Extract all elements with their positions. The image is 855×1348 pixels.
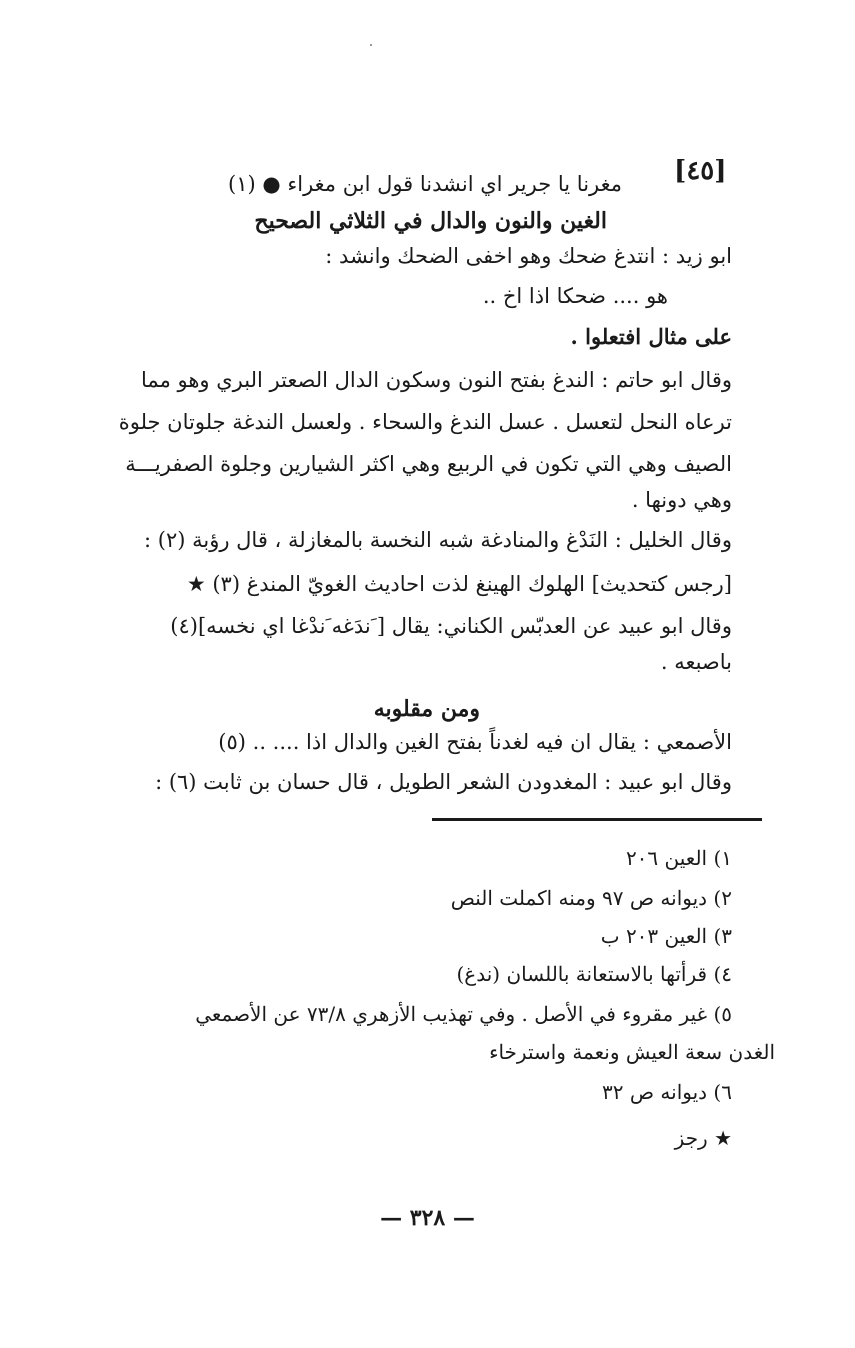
- scan-speck: [370, 44, 372, 46]
- footnote: ٥) غير مقروء في الأصل . وفي تهذيب الأزهري ٧٣/٨ عن الأصمعي: [195, 1002, 732, 1026]
- footnote: ٣) العين ٢٠٣ ب: [600, 924, 732, 948]
- text-line: وهي دونها .: [631, 488, 732, 512]
- footnote-separator: [432, 818, 762, 821]
- text-line: على مثال افتعلوا .: [570, 324, 732, 349]
- text-line: ابو زيد : انتدغ ضحك وهو اخفى الضحك وانشد :: [325, 244, 732, 268]
- verse-line: [رجس كتحديث] الهلوك الهينغ لذت احاديث الغويّ المندغ (٣) ★: [186, 572, 732, 596]
- text-line: باصبعه .: [660, 650, 732, 674]
- text-line: ترعاه النحل لتعسل . عسل الندغ والسحاء . ولعسل الندغة جلوتان جلوة: [118, 410, 732, 434]
- text-line: مغرنا يا جرير اي انشدنا قول ابن مغراء ● (١): [228, 172, 622, 196]
- footnote: الغدن سعة العيش ونعمة واسترخاء: [489, 1040, 775, 1064]
- page-reference: [٤٥]: [674, 156, 727, 186]
- text-line: هو .... ضحكا اذا اخ ..: [482, 284, 668, 308]
- footnote: ٤) قرأتها بالاستعانة باللسان (ندغ): [456, 962, 732, 986]
- text-line: وقال الخليل : النَدْغ والمنادغة شبه النخسة بالمغازلة ، قال رؤبة (٢) :: [144, 528, 732, 552]
- text-line: الأصمعي : يقال ان فيه لغدناً بفتح الغين والدال اذا .... .. (٥): [218, 730, 732, 754]
- section-heading: الغين والنون والدال في الثلاثي الصحيح: [254, 208, 607, 234]
- text-line: الصيف وهي التي تكون في الربيع وهي اكثر الشيارين وجلوة الصفريـــة: [125, 452, 732, 476]
- section-heading: ومن مقلوبه: [373, 696, 480, 722]
- footnote: ٦) ديوانه ص ٣٢: [602, 1080, 732, 1104]
- text-line: وقال ابو عبيد عن العدبّس الكناني: يقال [ َندَغه َندْغا اي نخسه](٤): [170, 614, 732, 638]
- page-number: — ٣٢٨ —: [380, 1205, 475, 1231]
- text-line: وقال ابو عبيد : المغدودن الشعر الطويل ، قال حسان بن ثابت (٦) :: [155, 770, 732, 794]
- footnote: ٢) ديوانه ص ٩٧ ومنه اكملت النص: [450, 886, 732, 910]
- footnote: ١) العين ٢٠٦: [625, 846, 732, 870]
- text-line: وقال ابو حاتم : الندغ بفتح النون وسكون الدال الصعتر البري وهو مما: [141, 368, 732, 392]
- footnote: ★ رجز: [674, 1126, 732, 1150]
